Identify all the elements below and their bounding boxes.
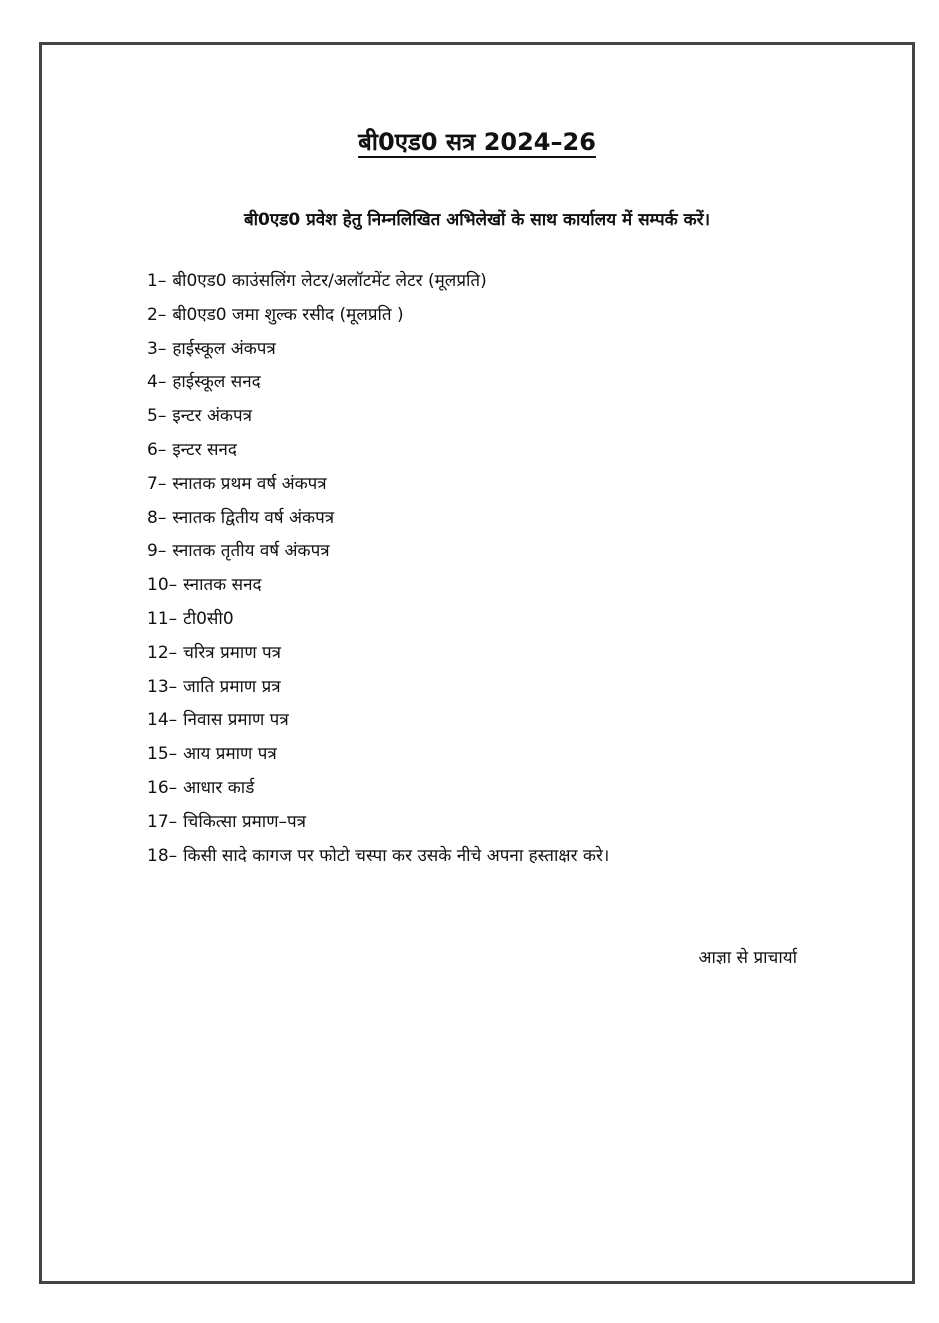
signature-line: आज्ञा से प्राचार्या: [698, 948, 797, 968]
list-item-number: 12–: [147, 642, 178, 663]
list-item-text: हाईस्कूल अंकपत्र: [172, 338, 276, 359]
list-item-number: 13–: [147, 676, 178, 697]
list-item-number: 4–: [147, 372, 167, 393]
list-item-number: 14–: [147, 710, 178, 731]
list-item: [147, 840, 609, 874]
list-item-text: बी0एड0 काउंसलिंग लेटर/अलॉटमेंट लेटर (मूलप्रति): [172, 271, 487, 291]
list-item: [147, 603, 609, 637]
list-item-text: हाईस्कूल सनद: [172, 372, 261, 393]
list-item-text: निवास प्रमाण पत्र: [183, 710, 289, 731]
list-item: [147, 671, 609, 705]
list-item-text: इन्टर सनद: [172, 439, 237, 460]
list-item: [147, 569, 609, 603]
list-item-text: स्नातक तृतीय वर्ष अंकपत्र: [172, 541, 330, 562]
document-title-text: बी0एड0 सत्र 2024–26: [358, 128, 596, 156]
required-documents-list: [147, 265, 609, 873]
list-item: [147, 535, 609, 569]
list-item-number: 6–: [147, 439, 167, 460]
list-item-text: चिकित्सा प्रमाण–पत्र: [183, 811, 307, 832]
list-item-number: 2–: [147, 304, 167, 325]
list-item-text: स्नातक द्वितीय वर्ष अंकपत्र: [172, 507, 335, 528]
document-title: [42, 125, 912, 158]
list-item: [147, 299, 609, 333]
list-item-number: 17–: [147, 811, 178, 832]
list-item: [147, 400, 609, 434]
list-item: [147, 806, 609, 840]
list-item-number: 5–: [147, 406, 167, 427]
list-item-text: इन्टर अंकपत्र: [172, 406, 253, 427]
list-item: [147, 738, 609, 772]
list-item: [147, 366, 609, 400]
list-item-text: आय प्रमाण पत्र: [183, 744, 277, 765]
document-frame: [39, 42, 915, 1284]
list-item: [147, 637, 609, 671]
list-item-number: 1–: [147, 271, 167, 291]
list-item: [147, 265, 609, 299]
list-item: [147, 468, 609, 502]
list-item-number: 9–: [147, 541, 167, 562]
list-item-text: जाति प्रमाण प्रत्र: [183, 676, 281, 697]
list-item-number: 8–: [147, 507, 167, 528]
document-subtitle: बी0एड0 प्रवेश हेतु निम्नलिखित अभिलेखों के साथ कार्यालय में सम्पर्क करें।: [243, 210, 711, 230]
list-item: [147, 772, 609, 806]
list-item: [147, 502, 609, 536]
list-item-text: टी0सी0: [183, 608, 234, 629]
list-item-number: 10–: [147, 575, 178, 596]
list-item-text: किसी सादे कागज पर फोटो चस्पा कर उसके नीचे अपना हस्ताक्षर करे।: [183, 845, 610, 866]
list-item-number: 11–: [147, 608, 178, 629]
list-item-number: 15–: [147, 744, 178, 765]
list-item-number: 16–: [147, 777, 178, 798]
list-item: [147, 333, 609, 367]
list-item-text: बी0एड0 जमा शुल्क रसीद (मूलप्रति ): [172, 304, 404, 325]
list-item-number: 7–: [147, 473, 167, 494]
list-item-text: आधार कार्ड: [183, 777, 255, 798]
list-item: [147, 434, 609, 468]
list-item-number: 18–: [147, 845, 178, 866]
list-item-text: स्नातक प्रथम वर्ष अंकपत्र: [172, 473, 327, 494]
list-item: [147, 704, 609, 738]
list-item-text: स्नातक सनद: [183, 575, 262, 596]
list-item-text: चरित्र प्रमाण पत्र: [183, 642, 282, 663]
list-item-number: 3–: [147, 338, 167, 359]
